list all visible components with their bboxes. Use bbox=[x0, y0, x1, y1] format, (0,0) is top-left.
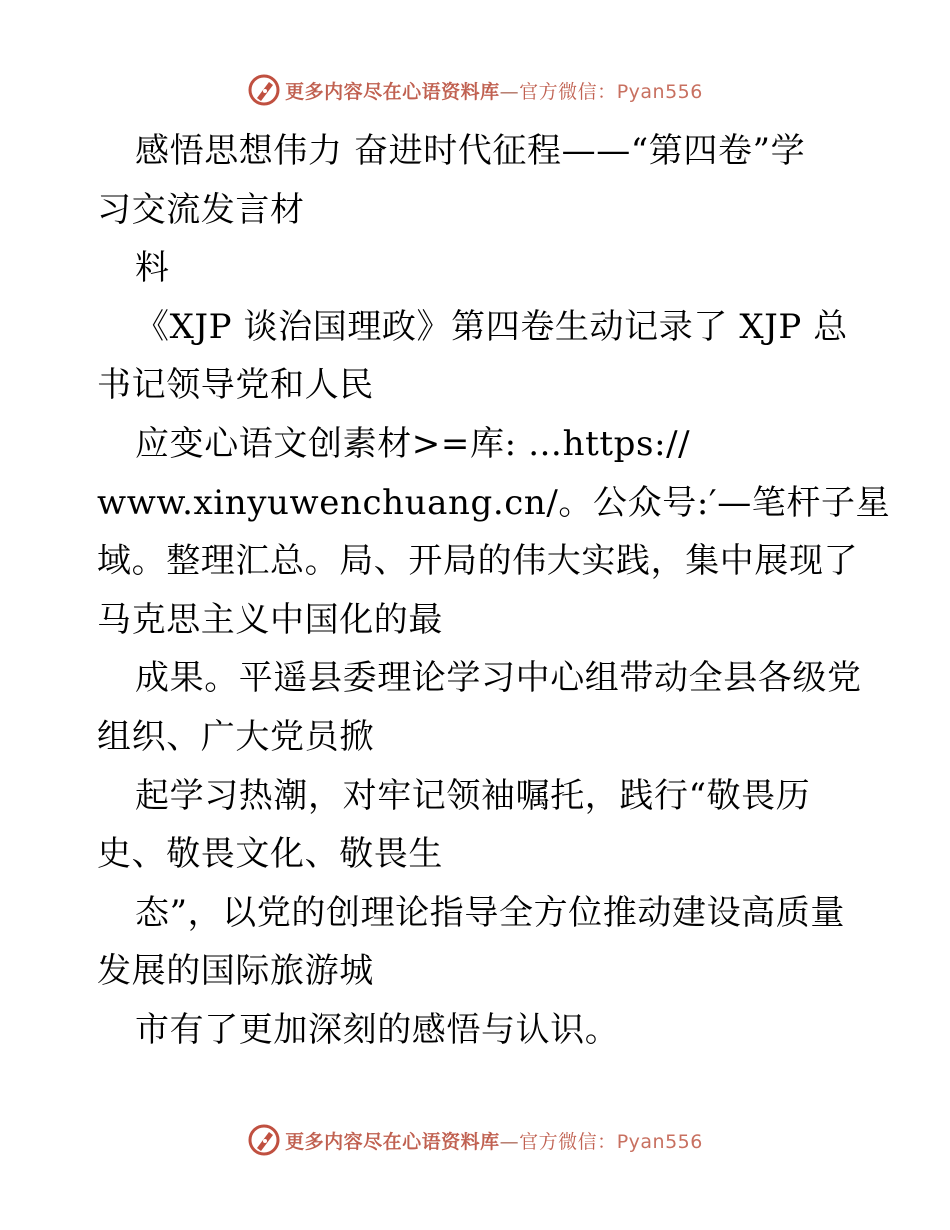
text-line: 《XJP 谈治国理政》第四卷生动记录了 XJP 总 bbox=[135, 306, 848, 347]
text-line: 习交流发言材 bbox=[97, 189, 305, 230]
banner-official-label: 官方微信： bbox=[519, 1130, 617, 1153]
banner-wechat-id: Pyan556 bbox=[616, 80, 703, 103]
banner-main-text: 更多内容尽在心语资料库 bbox=[285, 80, 500, 103]
text-line: 应变心语文创素材>=库: …https:// bbox=[135, 423, 691, 464]
text-line: 书记领导党和人民 bbox=[97, 365, 374, 406]
text-line: 组织、广大党员掀 bbox=[97, 716, 374, 757]
text-line: 史、敬畏文化、敬畏生 bbox=[97, 834, 443, 875]
text-line: 域。整理汇总。局、开局的伟大实践，集中展现了 bbox=[97, 541, 859, 582]
footer-watermark-banner bbox=[0, 1120, 950, 1160]
text-line: 料 bbox=[135, 248, 170, 289]
banner-separator: — bbox=[499, 1130, 520, 1153]
text-line: www.xinyuwenchuang.cn/。公众号:′—笔杆子星 bbox=[97, 482, 891, 523]
banner-separator: — bbox=[499, 80, 520, 103]
text-line: 马克思主义中国化的最 bbox=[97, 599, 443, 640]
banner-wechat-id: Pyan556 bbox=[616, 1130, 703, 1153]
pen-nib-logo-icon bbox=[247, 1123, 281, 1157]
banner-main-text: 更多内容尽在心语资料库 bbox=[285, 1130, 500, 1153]
header-watermark-banner bbox=[0, 70, 950, 110]
text-line: 发展的国际旅游城 bbox=[97, 951, 374, 992]
text-line: 成果。平遥县委理论学习中心组带动全县各级党 bbox=[135, 658, 862, 699]
text-line: 态”，以党的创理论指导全方位推动建设高质量 bbox=[135, 892, 845, 933]
text-line: 起学习热潮，对牢记领袖嘱托，践行“敬畏历 bbox=[135, 775, 811, 816]
pen-nib-logo-icon bbox=[247, 73, 281, 107]
banner-official-label: 官方微信： bbox=[519, 80, 617, 103]
text-line: 市有了更加深刻的感悟与认识。 bbox=[135, 1009, 620, 1050]
document-body bbox=[97, 122, 891, 1060]
text-line: 感悟思想伟力 奋进时代征程——“第四卷”学 bbox=[135, 131, 806, 171]
